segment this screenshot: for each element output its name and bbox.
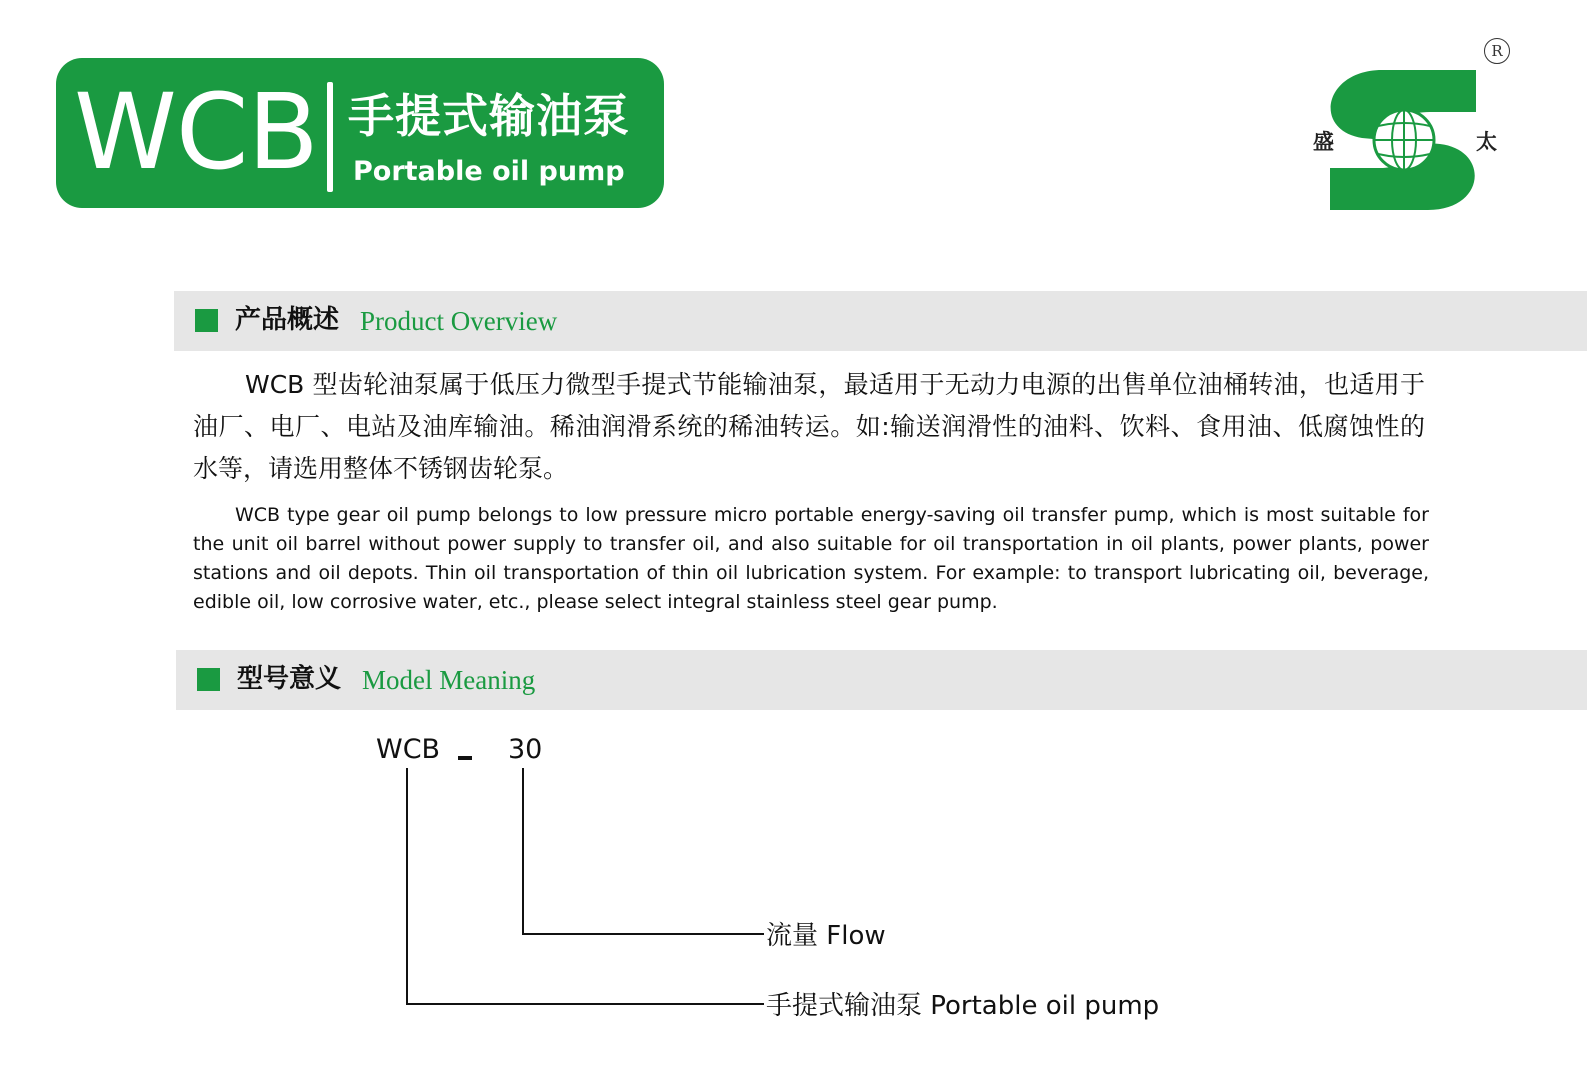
section-header-overview <box>174 291 1587 351</box>
company-logo <box>1300 34 1520 224</box>
section-title-chinese: 型号意义 <box>237 664 342 694</box>
registered-mark: R <box>1484 38 1510 64</box>
section-marker-icon <box>195 309 218 332</box>
section-title-english: Product Overview <box>360 306 558 336</box>
title-divider <box>327 82 333 192</box>
connector-type-horizontal <box>406 1003 764 1005</box>
label-flow: 流量 Flow <box>766 921 886 951</box>
section-title-english: Model Meaning <box>362 665 536 695</box>
connector-flow-vertical <box>522 768 524 935</box>
section-header-model-meaning <box>176 650 1587 710</box>
model-code-dash <box>458 756 472 760</box>
model-code-value: 30 <box>508 734 543 765</box>
section-title-chinese: 产品概述 <box>235 305 340 335</box>
title-chinese: 手提式输油泵 <box>348 89 630 143</box>
label-pump-type: 手提式输油泵 Portable oil pump <box>766 991 1160 1021</box>
title-banner <box>56 58 664 208</box>
title-english: Portable oil pump <box>353 156 625 187</box>
overview-text-chinese: WCB 型齿轮油泵属于低压力微型手提式节能输油泵，最适用于无动力电源的出售单位油桶转油，也适用于油厂、电厂、电站及油库输油。稀油润滑系统的稀油转运。如:输送润滑性的油料、饮料、食用油、低腐蚀性的水等，请选用整体不锈钢齿轮泵。 <box>193 370 1425 483</box>
model-code: WCB <box>74 71 318 193</box>
logo-left-char: 盛 <box>1313 129 1334 154</box>
connector-flow-horizontal <box>522 933 764 935</box>
logo-right-char: 太 <box>1476 129 1497 154</box>
overview-text-english: WCB type gear oil pump belongs to low pressure micro portable energy-saving oil transfer pump, which is most suitable for the unit oil barrel without power supply to transfer oil, and also suitable for oil transportation in oil plants, power plants, power stations and oil depots. Thin oil transportation of thin oil lubrication system. For example: to transport lubricating oil, beverage, edible oil, low corrosive water, etc., please select integral stainless steel gear pump. <box>193 504 1429 613</box>
model-code-prefix: WCB <box>376 734 441 765</box>
connector-type-vertical <box>406 768 408 1005</box>
section-marker-icon <box>197 668 220 691</box>
